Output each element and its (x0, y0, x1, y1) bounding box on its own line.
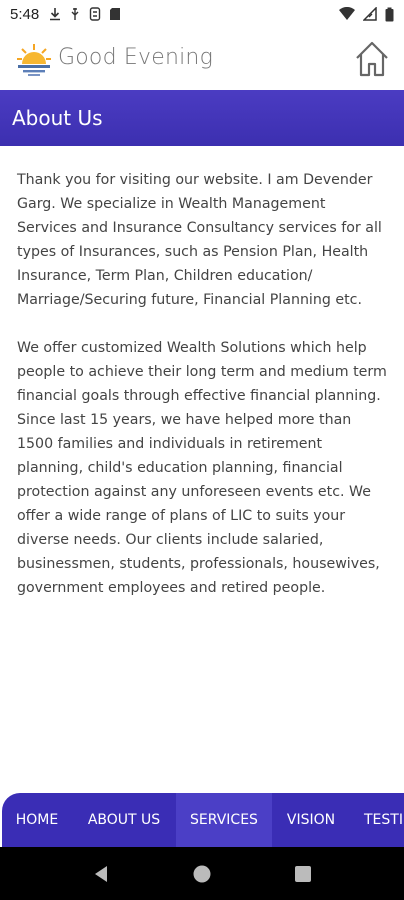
about-content (17, 168, 387, 624)
status-bar (0, 0, 404, 28)
page-title: About Us (12, 106, 103, 130)
android-nav-bar (0, 847, 404, 900)
status-left-icons (49, 7, 121, 21)
sim-icon (89, 7, 101, 21)
sunset-icon (16, 42, 52, 76)
wifi-icon (339, 7, 355, 21)
home-icon[interactable] (354, 40, 390, 78)
home-circle-icon[interactable] (191, 863, 213, 885)
greeting-header (0, 28, 404, 90)
title-bar (0, 90, 404, 146)
about-paragraph: We offer customized Wealth Solutions which help people to achieve their long term and medium term financial goals through effective financial planning. Since last 15 years, we have helped more than 1500 families and individuals in retirement planning, child's education planning, financial protection against any unforeseen events etc. We offer a wide range of plans of LIC to suits your diverse needs. Our clients include salaried, businessmen, students, professionals, housewives, government employees and retired people. (17, 340, 387, 596)
nav-services[interactable]: SERVICES (176, 793, 272, 847)
nav-vision[interactable]: VISION (286, 812, 336, 828)
battery-icon (385, 7, 394, 22)
status-right-icons (339, 7, 394, 22)
status-time: 5:48 (10, 5, 40, 23)
about-paragraph: Thank you for visiting our website. I am Devender Garg. We specialize in Wealth Management Services and Insurance Consultancy services for all types of Insurances, such as Pension Plan, Health Insurance, Term Plan, Children education/ Marriage/Securing future, Financial Planning etc. (17, 172, 382, 308)
download-icon (49, 7, 61, 21)
back-icon[interactable] (90, 863, 112, 885)
nav-home[interactable]: HOME (15, 812, 59, 828)
sd-card-icon (109, 7, 121, 21)
usb-icon (69, 7, 81, 21)
recents-icon[interactable] (292, 863, 314, 885)
bottom-nav (2, 793, 404, 847)
signal-icon (363, 7, 377, 21)
nav-testimonials[interactable]: TESTI (364, 812, 403, 828)
greeting-text: Good Evening (58, 45, 213, 70)
nav-about-us[interactable]: ABOUT US (87, 812, 161, 828)
